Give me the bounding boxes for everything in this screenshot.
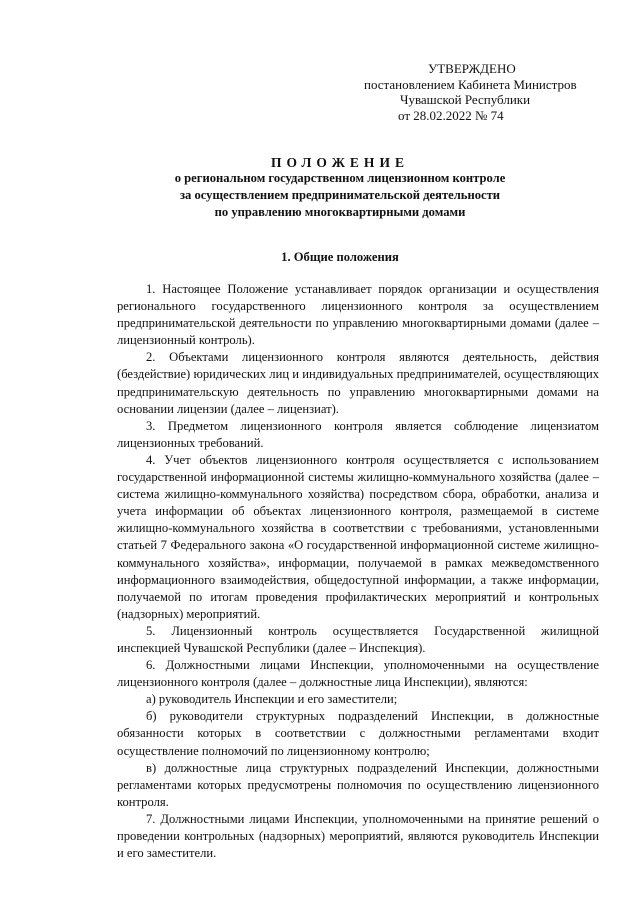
section-heading: 1. Общие положения [281,250,399,264]
paragraph: 6. Должностными лицами Инспекции, уполномоченными на осуществление лицензионного контроля (далее – должностные лица Инспекции), являются: [117,658,599,690]
document-subtitle [80,170,600,221]
approval-republic: Чувашской Республики [400,92,531,107]
approval-date-number: от 28.02.2022 № 74 [398,107,504,123]
paragraph: 1. Настоящее Положение устанавливает порядок организации и осуществления регионального государственного лицензионного контроля за осуществлением предпринимательской деятельности по управлению многоквартирными домами (далее – лицензионный контроль). [117,282,599,348]
subtitle-line: по управлению многоквартирными домами [214,205,466,219]
paragraph: 4. Учет объектов лицензионного контроля осуществляется с использованием государственной информационной системы жилищно-коммунального хозяйства (далее – система жилищно-коммунального хозяйства) посредством сбора, обработки, анализа и учета информации об объектах лицензионного контроля, размещаемой в системе жилищно-коммунального хозяйства в соответствии с требованиями, установленными статьей 7 Федерального закона «О государственной информационной системе жилищно-коммунального хозяйства», информации, получаемой в рамках межведомственного информационного взаимодействия, общедоступной информации, а также информации, получаемой по итогам проведения профилактических мероприятий и контрольных (надзорных) мероприятий. [117,452,599,621]
paragraph: а) руководитель Инспекции и его заместители; [146,692,398,707]
paragraph: 7. Должностными лицами Инспекции, уполномоченными на принятие решений о проведении контрольных (надзорных) мероприятий, являются руководитель Инспекции и его заместители. [117,811,599,861]
paragraph: в) должностные лица структурных подразделений Инспекции, должностными регламентами которых предусмотрены полномочия по осуществлению лицензионного контроля. [117,760,599,809]
approval-heading: УТВЕРЖДЕНО [428,61,516,76]
paragraph: б) руководители структурных подразделений Инспекции, в должностные обязанности которых в соответствии с должностными регламентами входит осуществление полномочий по лицензионному контролю; [117,709,599,758]
approval-stamp [350,61,610,123]
paragraph: 5. Лицензионный контроль осуществляется Государственной жилищной инспекцией Чувашской Республики (далее – Инспекция). [117,623,599,655]
paragraph: 3. Предметом лицензионного контроля является соблюдение лицензиатом лицензионных требований. [117,418,599,450]
subtitle-line: о региональном государственном лицензионном контроле [174,171,506,185]
paragraph: 2. Объектами лицензионного контроля являются деятельность, действия (бездействие) юридических лиц и индивидуальных предпринимателей, осуществляющих предпринимательскую деятельность по управлению многоквартирными домами на основании лицензии (далее – лицензиат). [117,350,599,416]
document-title: ПОЛОЖЕНИЕ [271,155,409,170]
document-body [117,281,599,862]
approval-issuer: постановлением Кабинета Министров [364,76,577,92]
subtitle-line: за осуществлением предпринимательской деятельности [179,188,501,202]
